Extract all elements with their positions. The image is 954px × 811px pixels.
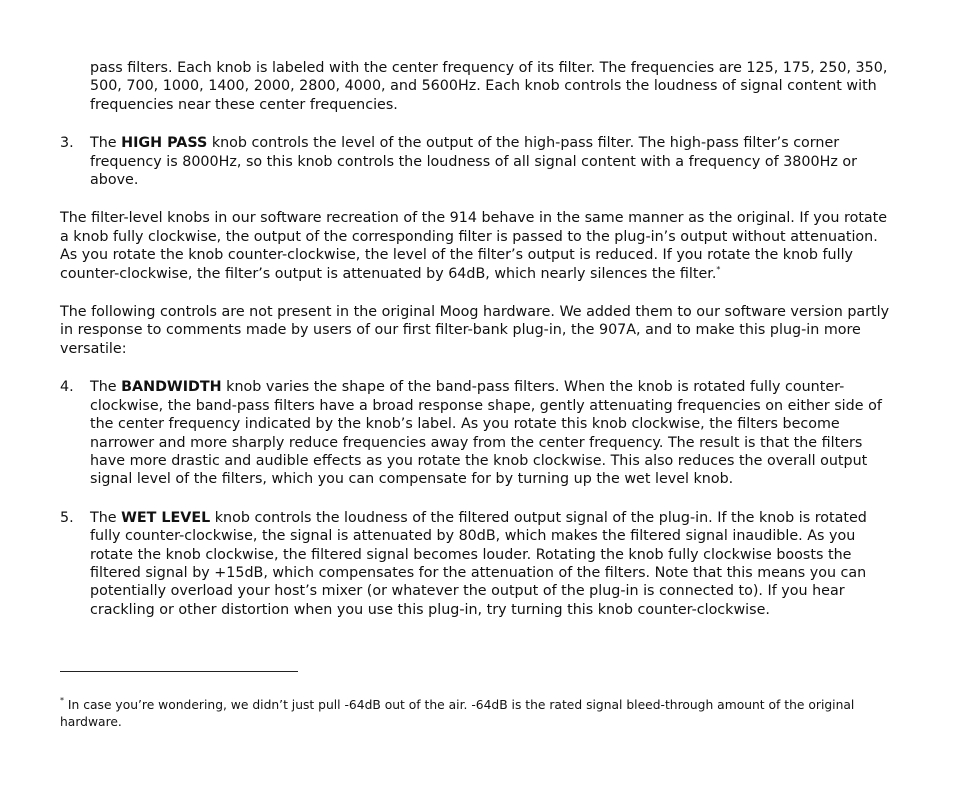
term-bandwidth: BANDWIDTH: [121, 379, 222, 396]
spacer: [60, 283, 896, 303]
paragraph-filter-level: [60, 209, 896, 283]
spacer: [60, 114, 896, 134]
footnote-divider: [60, 671, 298, 672]
spacer: [60, 189, 896, 209]
document-body: [60, 59, 896, 619]
footnote-mark: *: [60, 696, 64, 705]
paragraph-text: The filter-level knobs in our software recreation of the 914 behave in the same manner as the original. If you rotate a knob fully clockwise, the output of the corresponding filter is passed to the plug-in’s output without attenuation. As you rotate the knob counter-clockwise, the level of the filter’s output is reduced. If you rotate the knob fully counter-clockwise, the filter’s output is attenuated by 64dB, which nearly silences the filter.: [60, 210, 888, 282]
paragraph-following-controls: The following controls are not present in the original Moog hardware. We added them to our software version partly in response to comments made by users of our first filter-bank plug-in, the 907A, and to make this plug-in more versatile:: [60, 304, 890, 357]
list-item-high-pass: [60, 134, 896, 189]
item-text: knob controls the loudness of the filtered output signal of the plug-in. If the knob is rotated fully counter-clockwise, the signal is attenuated by 80dB, which makes the filtered signal inaudible. As you rotate the knob clockwise, the filtered signal becomes louder. Rotating the knob fully clockwise boosts the filtered signal by +15dB, which compensates for the attenuation of the filters. Note that this means you can potentially overload your host’s mixer (or whatever the output of the plug-in is connected to). If you hear crackling or other distortion when you use this plug-in, try turning this knob counter-clockwise.: [90, 509, 867, 618]
list-number: 5.: [60, 509, 74, 526]
continued-paragraph: pass filters. Each knob is labeled with the center frequency of its filter. The frequencies are 125, 175, 250, 350, 500, 700, 1000, 1400, 2000, 2800, 4000, and 5600Hz. Each knob controls the loudness of signal content with frequencies near these center frequencies.: [90, 60, 888, 113]
item-text: knob controls the level of the output of the high-pass filter. The high-pass filter’s corner frequency is 8000Hz, so this knob controls the loudness of all signal content with a frequency of 3800Hz or above.: [90, 135, 857, 189]
term-wet-level: WET LEVEL: [121, 509, 211, 526]
item-lead: The: [90, 379, 122, 396]
spacer: [60, 358, 896, 378]
list-item-wet-level: [60, 509, 896, 619]
footnote-text: In case you’re wondering, we didn’t just pull -64dB out of the air. -64dB is the rated signal bleed-through amount of the original hardware.: [60, 698, 855, 729]
list-number: 3.: [60, 135, 74, 152]
list-item-bandwidth: [60, 378, 896, 488]
spacer: [60, 489, 896, 509]
item-text: knob varies the shape of the band-pass filters. When the knob is rotated fully counter-clockwise, the band-pass filters have a broad response shape, gently attenuating frequencies on either side of the center frequency indicated by the knob’s label. As you rotate this knob clockwise, the filters become narrower and more sharply reduce frequencies away from the center frequency. The result is that the filters have more drastic and audible effects as you rotate the knob clockwise. This also reduces the overall output signal level of the filters, which you can compensate for by turning up the wet level knob.: [90, 379, 882, 488]
list-number: 4.: [60, 379, 74, 396]
item-lead: The: [90, 509, 122, 526]
footnote-reference[interactable]: *: [716, 264, 721, 274]
footnote: [60, 697, 896, 731]
term-high-pass: HIGH PASS: [121, 135, 208, 152]
item-lead: The: [90, 135, 122, 152]
